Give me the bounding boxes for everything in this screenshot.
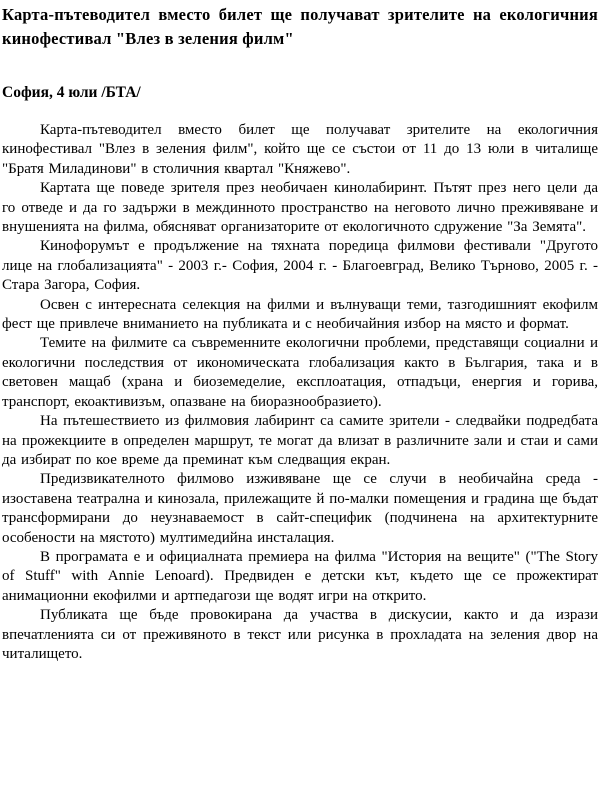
article-byline: София, 4 юли /БТА/ xyxy=(2,84,141,101)
article-paragraph-8: В програмата е и официалната премиера на филма "История на вещите" ("The Story of Stuff" with Annie Lenoard). Предвиден е детски кът, където ще се прожектират анимационни екофилми и артпедагози ще водят игри на открито. xyxy=(2,548,598,604)
article-paragraph-1: Карта-пътеводител вместо билет ще получават зрителите на екологичния кинофестивал "Влез в зеления филм", който ще се състои от 11 до 13 юли в читалище "Братя Миладинови" в столичния квартал "Княжево". xyxy=(2,122,598,177)
article-body xyxy=(2,121,598,664)
article-paragraph-4: Освен с интересната селекция на филми и вълнуващи теми, тазгодишният екофилм фест ще привлече вниманието на публиката и с необичайния избор на място и формат. xyxy=(2,296,598,333)
article-paragraph-6: На пътешествието из филмовия лабиринт са самите зрители - следвайки подредбата на прожекциите в определен маршрут, те могат да влизат в различните зали и стаи и сами да избират по кое време да преминат към следващия екран. xyxy=(2,413,598,468)
article-paragraph-2: Картата ще поведе зрителя през необичаен кинолабиринт. Пътят през него цели да го отведе и да го задържи в междинното пространство на неговото лично преживяване и внушенията на филма, обясняват организаторите от екологичното сдружение "За Земята". xyxy=(2,180,598,236)
article-paragraph-5: Темите на филмите са съвременните екологични проблеми, представящи социални и екологични последствия от икономическата глобализация както в България, така и в световен мащаб (храна и биоземеделие, експлоатация, отпадъци, енергия и горива, транспорт, екоактивизъм, опазване на биоразнообразието). xyxy=(2,335,598,410)
article-paragraph-9: Публиката ще бъде провокирана да участва в дискусии, както и да изрази впечатленията си от преживяното в текст или рисунка в прохладата на зеления двор на читалището. xyxy=(2,607,598,662)
article-title: Карта-пътеводител вместо билет ще получават зрителите на екологичния кинофестивал "Влез в зеления филм" xyxy=(2,5,598,48)
article-paragraph-7: Предизвикателното филмово изживяване ще се случи в необичайна среда - изоставена театрална и кинозала, прилежащите й по-малки помещения и градина ще бъдат трансформирани до неузнаваемост в сайт-специфик (подчинена на архитектурните особености на мястото) мултимедийна инсталация. xyxy=(2,471,598,546)
article-paragraph-3: Кинофорумът е продължение на тяхната поредица филмови фестивали "Другото лице на глобализацията" - 2003 г.- София, 2004 г. - Благоевград, Велико Търново, 2005 г. - Стара Загора, София. xyxy=(2,238,598,294)
